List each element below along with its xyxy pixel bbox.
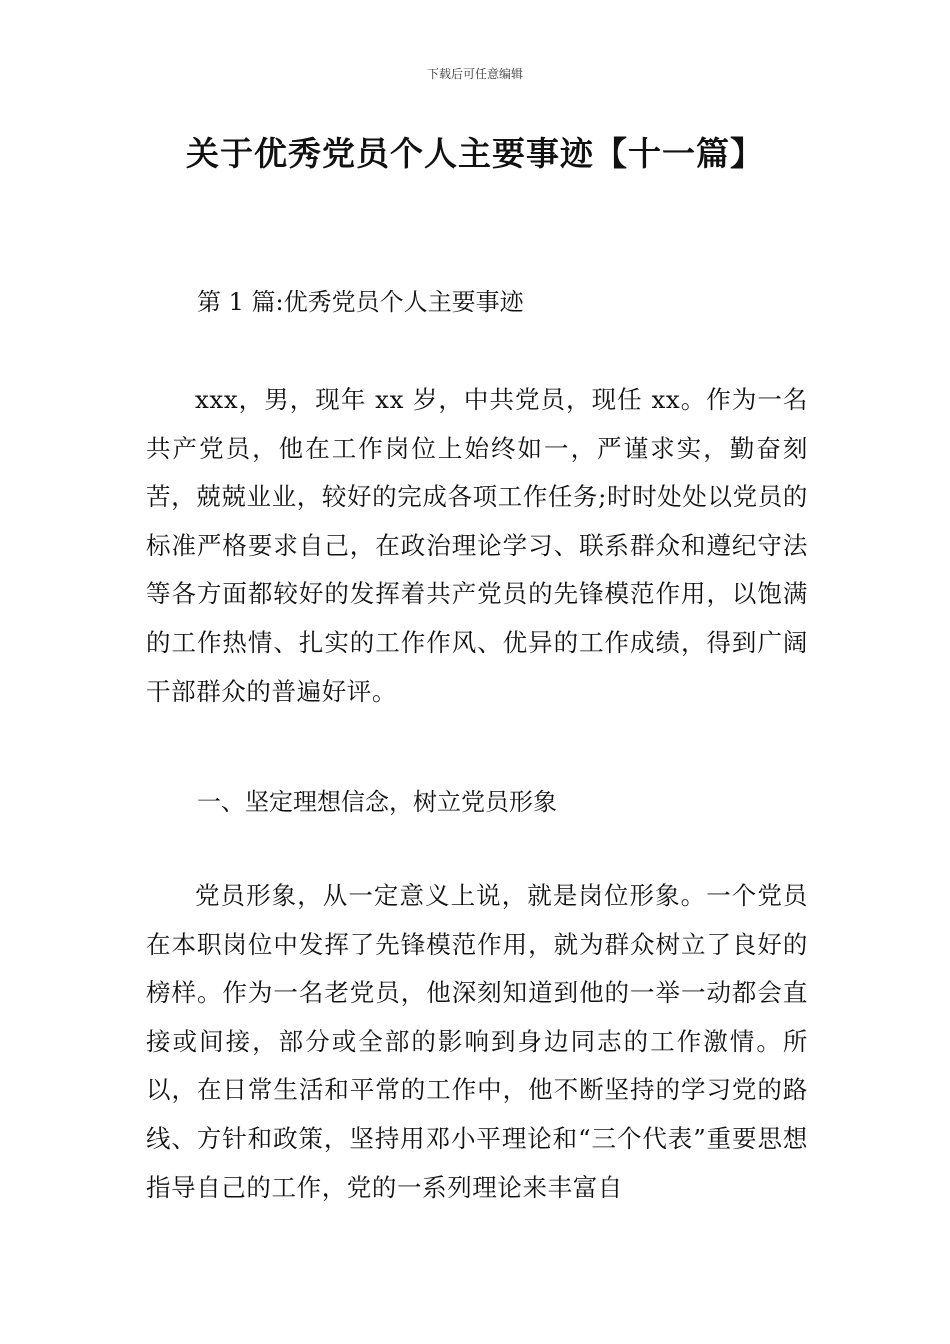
section-one-heading: 一、坚定理想信念，树立党员形象 [197,788,557,816]
header-note: 下载后可任意编辑 [426,67,523,81]
intro-paragraph: xxx，男，现年 xx 岁，中共党员，现任 xx。作为一名共产党员，他在工作岗位上始终如一，严谨求实，勤奋刻苦，兢兢业业，较好的完成各项工作任务;时时处处以党员的标准严格要求自己，在政治理论学习、联系群众和遵纪守法等各方面都较好的发挥着共产党员的先锋模范作用，以饱满的工作热情、扎实的工作作风、优异的工作成绩，得到广阔干部群众的普遍好评。 [146,385,808,706]
section-one-paragraph: 党员形象，从一定意义上说，就是岗位形象。一个党员在本职岗位中发挥了先锋模范作用，就为群众树立了良好的榜样。作为一名老党员，他深刻知道到他的一举一动都会直接或间接，部分或全部的影响到身边同志的工作激情。所以，在日常生活和平常的工作中，他不断坚持的学习党的路线、方针和政策，坚持用邓小平理论和“三个代表”重要思想指导自己的工作，党的一系列理论来丰富自 [146,881,808,1202]
chapter-heading: 第 1 篇:优秀党员个人主要事迹 [197,288,524,316]
document-title: 关于优秀党员个人主要事迹【十一篇】 [186,134,764,173]
